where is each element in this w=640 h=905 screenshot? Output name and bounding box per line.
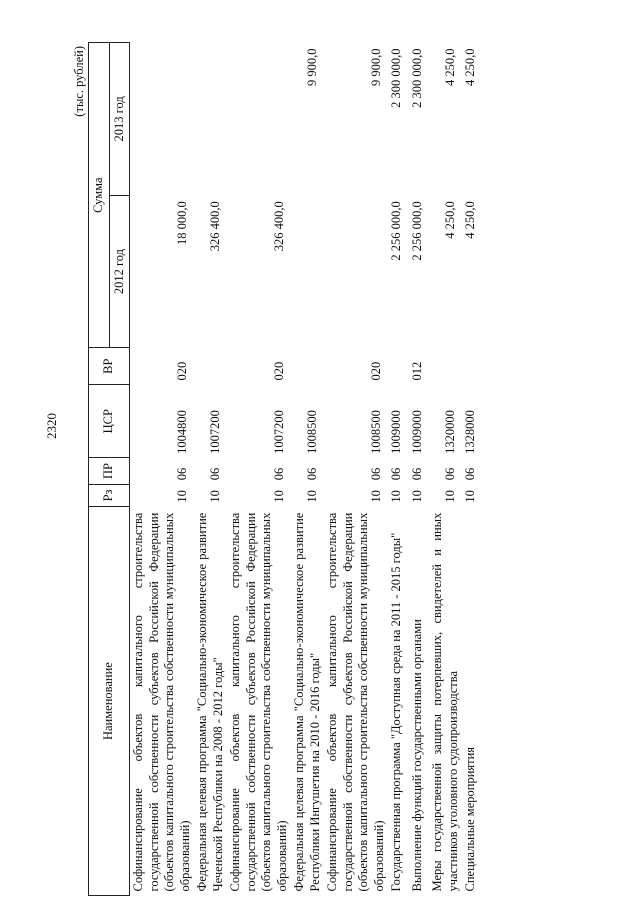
row-vr bbox=[388, 348, 409, 385]
row-name: Софинансирование объектов капитального строительства государственной собственности субъектов Российской Федерации (объектов капитального строительства собственности муниципальных образований) bbox=[131, 512, 192, 892]
header-year-2012: 2012 год bbox=[109, 195, 130, 348]
row-vr bbox=[429, 348, 462, 385]
row-sum-2012: 326 400,0 bbox=[207, 201, 222, 252]
table-row bbox=[324, 43, 388, 896]
row-pr: 06 bbox=[368, 467, 383, 481]
row-sum-2012 bbox=[291, 195, 324, 348]
row-csr: 1328000 bbox=[463, 410, 477, 454]
row-csr: 1009000 bbox=[409, 410, 424, 454]
row-pr: 06 bbox=[207, 467, 222, 481]
row-vr: 020 bbox=[368, 361, 383, 381]
row-rz: 10 bbox=[368, 490, 383, 503]
header-csr: ЦСР bbox=[89, 385, 130, 458]
row-vr: 020 bbox=[174, 361, 189, 381]
row-sum-2013: 4 250,0 bbox=[463, 48, 477, 86]
row-rz: 10 bbox=[271, 490, 286, 503]
row-sum-2013 bbox=[194, 43, 227, 196]
row-vr bbox=[291, 348, 324, 385]
row-sum-2012 bbox=[324, 195, 388, 348]
table-row bbox=[409, 43, 430, 896]
table-row bbox=[194, 43, 227, 896]
row-pr: 06 bbox=[442, 467, 457, 481]
page-number: 2320 bbox=[44, 413, 59, 439]
row-name: Софинансирование объектов капитального строительства государственной собственности субъектов Российской Федерации (объектов капитального строительства собственности муниципальных образований) bbox=[228, 512, 289, 892]
row-csr: 1007200 bbox=[271, 410, 286, 454]
row-pr: 06 bbox=[409, 467, 424, 481]
row-pr: 06 bbox=[389, 467, 403, 481]
row-rz: 10 bbox=[174, 490, 189, 503]
row-name: Государственная программа "Доступная среда на 2011 - 2015 годы" bbox=[389, 532, 403, 892]
row-sum-2013: 2 300 000,0 bbox=[389, 48, 403, 108]
row-pr: 06 bbox=[271, 467, 286, 481]
row-csr: 1008500 bbox=[304, 410, 319, 454]
row-rz: 10 bbox=[463, 490, 477, 503]
row-name: Софинансирование объектов капитального строительства государственной собственности субъектов Российской Федерации (объектов капитального строительства собственности муниципальных образований) bbox=[325, 512, 386, 892]
header-name: Наименование bbox=[89, 507, 130, 896]
row-sum-2012: 2 256 000,0 bbox=[389, 201, 403, 261]
table-header bbox=[89, 43, 130, 896]
row-name: Меры государственной защиты потерпевших, свидетелей и иных участников уголовного судопроизводства bbox=[430, 512, 460, 892]
row-sum-2012: 18 000,0 bbox=[174, 201, 189, 245]
row-vr bbox=[462, 348, 483, 385]
row-pr: 06 bbox=[463, 467, 477, 481]
table-row bbox=[227, 43, 291, 896]
header-rz: Рз bbox=[89, 484, 130, 506]
header-vr: ВР bbox=[89, 348, 130, 385]
row-vr: 020 bbox=[271, 361, 286, 381]
row-name: Выполнение функций государственными органами bbox=[409, 619, 424, 892]
row-name: Специальные мероприятия bbox=[463, 746, 477, 892]
table-row bbox=[462, 43, 483, 896]
row-csr: 1320000 bbox=[442, 410, 457, 454]
row-name: Федеральная целевая программа "Социально-экономическое развитие Республики Ингушетия на 2010 - 2016 годы" bbox=[292, 512, 322, 892]
header-year-2013: 2013 год bbox=[109, 43, 130, 196]
row-sum-2013 bbox=[227, 43, 291, 196]
header-pr: ПР bbox=[89, 458, 130, 484]
row-rz: 10 bbox=[409, 490, 424, 503]
row-pr: 06 bbox=[304, 467, 319, 481]
row-csr: 1009000 bbox=[389, 410, 403, 454]
table-row bbox=[130, 43, 195, 896]
row-vr: 012 bbox=[409, 361, 424, 381]
table-body bbox=[130, 43, 483, 896]
row-csr: 1007200 bbox=[207, 410, 222, 454]
row-csr: 1004800 bbox=[174, 410, 189, 454]
table-row bbox=[429, 43, 462, 896]
row-sum-2012: 2 256 000,0 bbox=[409, 201, 424, 261]
table-row bbox=[388, 43, 409, 896]
row-sum-2013: 4 250,0 bbox=[442, 48, 457, 86]
row-sum-2013: 2 300 000,0 bbox=[409, 48, 424, 108]
row-rz: 10 bbox=[389, 490, 403, 503]
row-sum-2012: 326 400,0 bbox=[271, 201, 286, 252]
budget-table bbox=[88, 42, 483, 896]
row-rz: 10 bbox=[304, 490, 319, 503]
row-sum-2012: 4 250,0 bbox=[463, 201, 477, 239]
rotated-content bbox=[44, 42, 604, 896]
row-sum-2012: 4 250,0 bbox=[442, 201, 457, 239]
row-name: Федеральная целевая программа "Социально-экономическое развитие Чеченской Республики на 2008 - 2012 годы" bbox=[195, 512, 225, 892]
header-sum: Сумма bbox=[89, 43, 110, 348]
row-rz: 10 bbox=[207, 490, 222, 503]
unit-note: (тыс. рублей) bbox=[72, 46, 86, 117]
table-row bbox=[291, 43, 324, 896]
row-sum-2013: 9 900,0 bbox=[368, 48, 383, 86]
row-sum-2013: 9 900,0 bbox=[304, 48, 319, 86]
row-rz: 10 bbox=[442, 490, 457, 503]
row-vr bbox=[194, 348, 227, 385]
row-csr: 1008500 bbox=[368, 410, 383, 454]
row-pr: 06 bbox=[174, 467, 189, 481]
row-sum-2013 bbox=[130, 43, 195, 196]
